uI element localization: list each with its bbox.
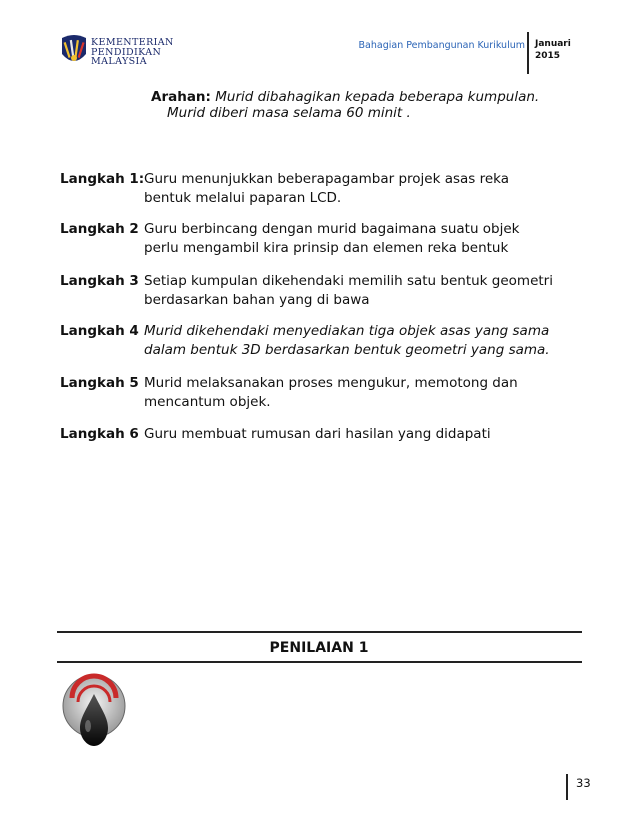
- step-label: Langkah 2: [60, 221, 139, 237]
- step-text: perlu mengambil kira prinsip dan elemen reka bentuk: [144, 240, 509, 256]
- step-text: Guru menunjukkan beberapagambar projek asas reka: [144, 171, 510, 187]
- step-text: Guru membuat rumusan dari hasilan yang didapati: [144, 426, 491, 442]
- ministry-logo-icon: [58, 34, 90, 68]
- step-text: bentuk melalui paparan LCD.: [144, 190, 342, 206]
- step-label: Langkah 6: [60, 426, 139, 442]
- instruction: [151, 87, 539, 107]
- step-text: Murid dikehendaki menyediakan tiga objek asas yang sama: [144, 323, 550, 339]
- header-divider: [527, 32, 529, 74]
- step-text: mencantum objek.: [144, 394, 271, 410]
- step-label: Langkah 1:: [60, 171, 145, 187]
- logo-line: MALAYSIA: [91, 56, 147, 67]
- step-label: Langkah 4: [60, 323, 139, 339]
- instruction-text-2: Murid diberi masa selama 60 minit .: [167, 105, 411, 121]
- date-year: 2015: [535, 51, 561, 61]
- section-rule-top: [57, 631, 582, 633]
- section-title: PENILAIAN 1: [269, 640, 369, 656]
- ministry-logo: [58, 34, 198, 70]
- logo-line: KEMENTERIAN: [91, 37, 174, 48]
- oil-drop-icon: [60, 672, 128, 750]
- section-rule-bottom: [57, 661, 582, 663]
- date-month: Januari: [535, 39, 571, 49]
- step-text: Guru berbincang dengan murid bagaimana suatu objek: [144, 221, 520, 237]
- instruction-label: Arahan:: [151, 89, 211, 105]
- footer-divider: [566, 774, 568, 800]
- step-text: Murid melaksanakan proses mengukur, memotong dan: [144, 375, 518, 391]
- step-label: Langkah 3: [60, 273, 139, 289]
- step-label: Langkah 5: [60, 375, 139, 391]
- step-text: Setiap kumpulan dikehendaki memilih satu bentuk geometri: [144, 273, 553, 289]
- page-number: 33: [576, 776, 591, 790]
- step-text: dalam bentuk 3D berdasarkan bentuk geometri yang sama.: [144, 342, 550, 358]
- header-date: [535, 38, 571, 62]
- logo-line: PENDIDIKAN: [91, 46, 162, 58]
- step-text: berdasarkan bahan yang di bawa: [144, 292, 370, 308]
- department-name: Bahagian Pembangunan Kurikulum: [358, 40, 525, 51]
- instruction-text: Murid dibahagikan kepada beberapa kumpulan.: [215, 89, 540, 105]
